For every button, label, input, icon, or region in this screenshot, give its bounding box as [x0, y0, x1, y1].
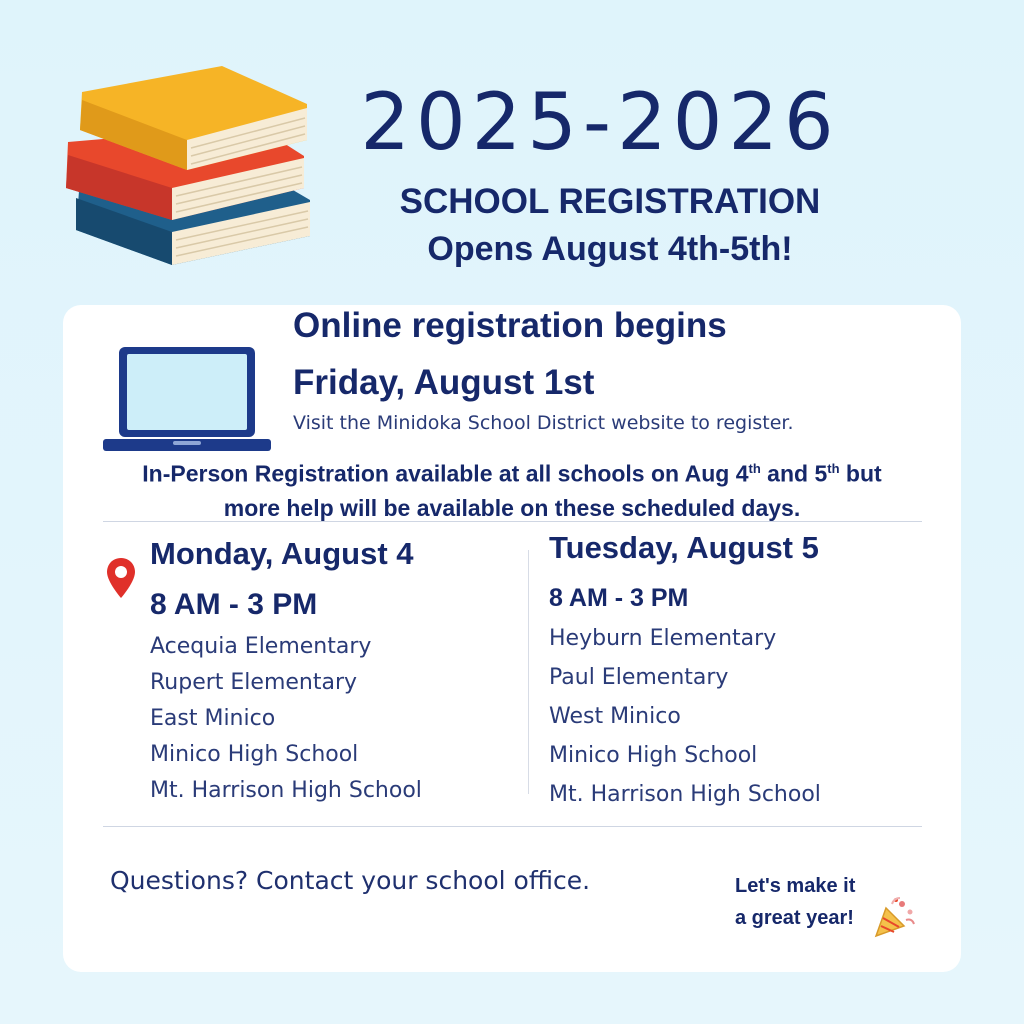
list-item: Minico High School — [150, 742, 359, 767]
online-registration-date: Friday, August 1st — [293, 363, 595, 402]
monday-time: 8 AM - 3 PM — [150, 588, 318, 621]
list-item: Mt. Harrison High School — [150, 778, 422, 803]
tuesday-school-list — [549, 624, 821, 819]
great-year-text: Let's make it a great year! — [735, 875, 856, 929]
online-registration-heading: Online registration begins — [293, 306, 727, 345]
registration-title: SCHOOL REGISTRATION — [399, 182, 821, 221]
party-popper-icon — [872, 896, 918, 940]
divider-top — [103, 521, 922, 522]
year-heading: 2025-2026 — [360, 78, 840, 168]
list-item: East Minico — [150, 706, 276, 731]
column-divider — [528, 550, 529, 794]
list-item: Minico High School — [549, 743, 758, 768]
laptop-icon — [103, 343, 271, 455]
monday-title: Monday, August 4 — [150, 536, 414, 571]
in-person-notice: In-Person Registration available at all schools on Aug 4th and 5th but more help will be available on these scheduled days. — [142, 460, 882, 521]
tuesday-time: 8 AM - 3 PM — [549, 584, 689, 612]
divider-bottom — [103, 826, 922, 827]
location-pin-icon — [105, 556, 137, 600]
books-icon — [62, 60, 322, 275]
list-item: Paul Elementary — [549, 665, 729, 690]
list-item: Rupert Elementary — [150, 670, 358, 695]
visit-website-text: Visit the Minidoka School District website to register. — [293, 412, 794, 434]
list-item: West Minico — [549, 704, 681, 729]
tuesday-title: Tuesday, August 5 — [549, 530, 819, 565]
list-item: Acequia Elementary — [150, 634, 372, 659]
registration-opens: Opens August 4th-5th! — [427, 230, 793, 268]
monday-school-list — [150, 632, 422, 812]
contact-text: Questions? Contact your school office. — [110, 866, 591, 895]
list-item: Heyburn Elementary — [549, 626, 777, 651]
list-item: Mt. Harrison High School — [549, 782, 821, 807]
